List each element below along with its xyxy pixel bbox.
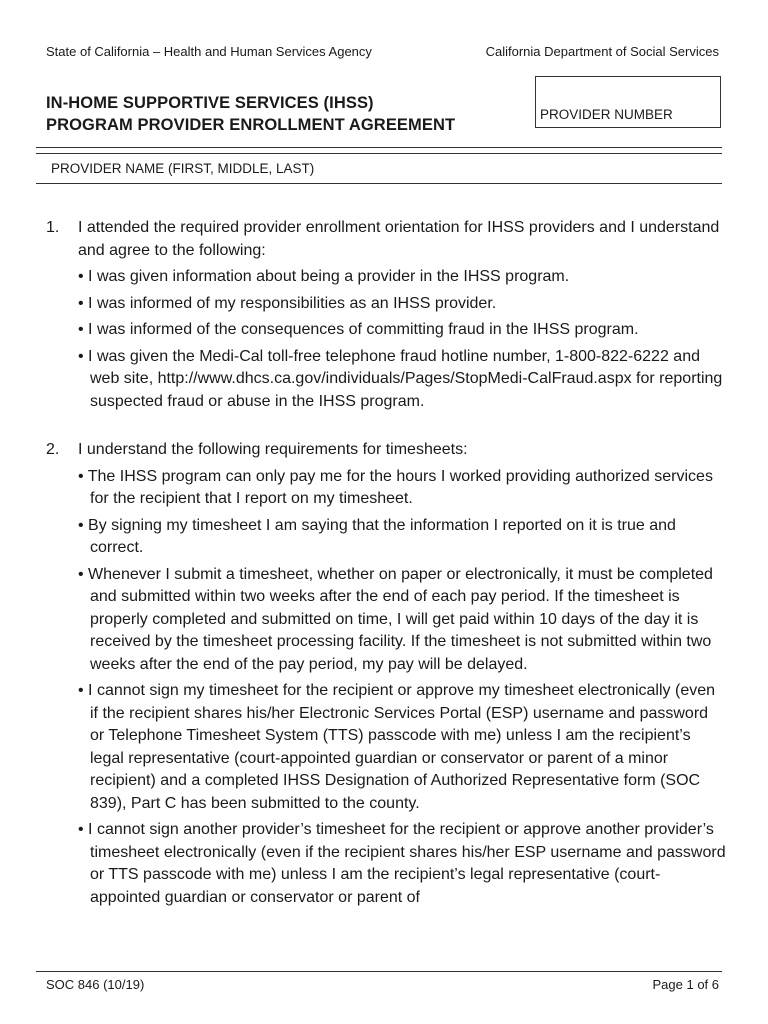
divider xyxy=(36,153,722,154)
section-2 xyxy=(46,439,726,909)
agency-name: State of California – Health and Human Services Agency xyxy=(46,44,372,59)
provider-number-label: PROVIDER NUMBER xyxy=(540,107,673,122)
form-id: SOC 846 (10/19) xyxy=(46,977,145,992)
list-item: • I was given the Medi-Cal toll-free telephone fraud hotline number, 1-800-822-6222 and web site, http://www.dhcs.ca.gov/individuals/Pages/StopMedi-CalFraud.aspx for reporting suspected fraud or abuse in the IHSS program. xyxy=(78,347,723,410)
section-intro: I attended the required provider enrollment orientation for IHSS providers and I understand and agree to the following: xyxy=(78,219,720,259)
list-item: • I was informed of the consequences of committing fraud in the IHSS program. xyxy=(78,321,639,338)
list-item: • I was informed of my responsibilities as an IHSS provider. xyxy=(78,294,497,312)
provider-name-field[interactable] xyxy=(36,183,722,184)
section-intro: I understand the following requirements for timesheets: xyxy=(78,441,468,458)
list-item: • I cannot sign my timesheet for the recipient or approve my timesheet electronically (even if the recipient shares his/her Electronic Services Portal (ESP) username and password or Telephone Timesheet System (TTS) passcode with me) unless I am the recipient’s legal representative (court-appointed guardian or conservator or parent of a minor recipient) and a completed IHSS Designation of Authorized Representative form (SOC 839), Part C has been submitted to the county. xyxy=(78,682,716,812)
list-item: • I was given information about being a provider in the IHSS program. xyxy=(78,268,570,285)
provider-name-label: PROVIDER NAME (FIRST, MIDDLE, LAST) xyxy=(51,161,315,176)
form-title-line-2: PROGRAM PROVIDER ENROLLMENT AGREEMENT xyxy=(46,116,456,134)
department-name: California Department of Social Services xyxy=(485,44,719,59)
footer-divider xyxy=(36,971,722,972)
divider xyxy=(36,147,722,148)
section-1 xyxy=(46,217,726,413)
page-number: Page 1 of 6 xyxy=(652,977,719,992)
list-item: • The IHSS program can only pay me for the hours I worked providing authorized services for the recipient that I report on my timesheet. xyxy=(78,467,713,507)
list-item: • By signing my timesheet I am saying that the information I reported on it is true and correct. xyxy=(78,516,676,556)
section-number: 2. xyxy=(46,441,60,458)
list-item: • Whenever I submit a timesheet, whether on paper or electronically, it must be completed and submitted within two weeks after the end of each pay period. If the timesheet is properly completed and submitted on time, I will get paid within 10 days of the day it is received by the timesheet processing facility. If the timesheet is not submitted within two weeks after the end of the pay period, my pay will be delayed. xyxy=(78,565,713,673)
form-title xyxy=(46,92,455,136)
list-item: • I cannot sign another provider’s timesheet for the recipient or approve another provider’s timesheet electronically (even if the recipient shares his/her ESP username and password or TTS passcode with me) unless I am the recipient’s legal representative (court-appointed guardian or conservator or parent of xyxy=(78,821,726,906)
section-number: 1. xyxy=(46,219,60,236)
form-title-line-1: IN-HOME SUPPORTIVE SERVICES (IHSS) xyxy=(46,94,374,112)
